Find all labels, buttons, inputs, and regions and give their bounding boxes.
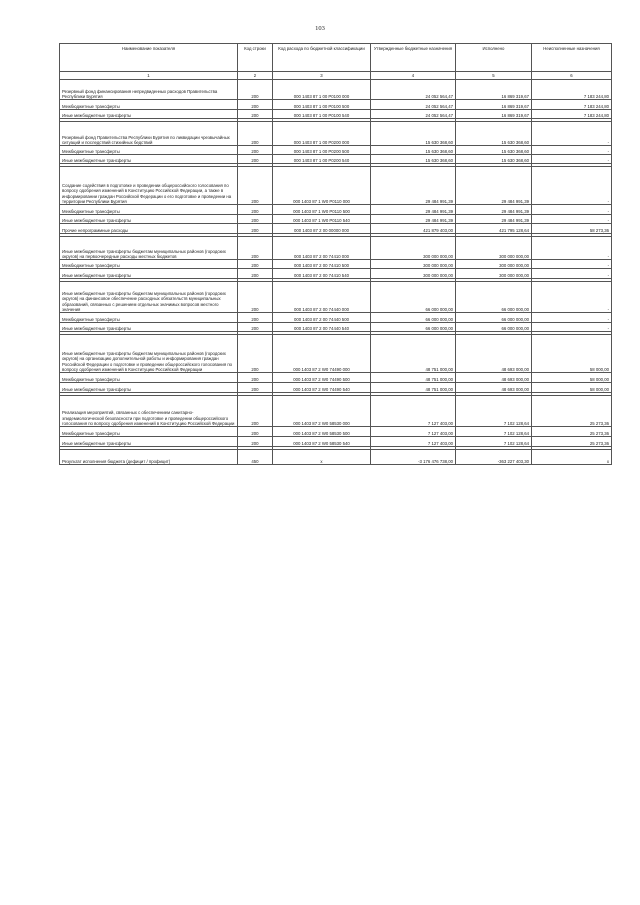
row-approved: 66 000 000,00 bbox=[371, 282, 456, 313]
row-name: Иные межбюджетные трансферты bbox=[60, 215, 238, 224]
table-row bbox=[60, 155, 612, 164]
row-remaining: 58 273,36 bbox=[532, 224, 612, 234]
row-name: Межбюджетные трансферты bbox=[60, 313, 238, 323]
row-name: Иные межбюджетные трансферты bbox=[60, 269, 238, 279]
row-name: Иные межбюджетные трансферты bbox=[60, 323, 238, 332]
header-approved: Утвержденные бюджетные назначения bbox=[371, 44, 456, 72]
col-number: 3 bbox=[273, 72, 371, 80]
col-number: 2 bbox=[238, 72, 273, 80]
row-code: 200 bbox=[238, 80, 273, 100]
row-kbk: 000 1403 87 1 00 Р0100 500 bbox=[273, 100, 371, 110]
table-row bbox=[60, 237, 612, 260]
row-approved: 15 630 368,60 bbox=[371, 122, 456, 146]
row-code: 200 bbox=[238, 100, 273, 110]
row-name: Межбюджетные трансферты bbox=[60, 100, 238, 110]
row-code: 200 bbox=[238, 167, 273, 205]
row-name: Межбюджетные трансферты bbox=[60, 427, 238, 437]
row-executed: 66 000 000,00 bbox=[456, 282, 532, 313]
row-executed: 15 630 368,60 bbox=[456, 155, 532, 164]
row-code: 200 bbox=[238, 335, 273, 373]
row-name: Межбюджетные трансферты bbox=[60, 260, 238, 269]
row-kbk: 000 1403 87 2 00 74440 500 bbox=[273, 313, 371, 323]
row-approved: 66 000 000,00 bbox=[371, 313, 456, 323]
row-kbk: 000 1403 87 1 W0 Р0110 000 bbox=[273, 167, 371, 205]
row-kbk: 000 1403 87 2 W0 58530 540 bbox=[273, 437, 371, 447]
table-row bbox=[60, 215, 612, 224]
row-kbk: 000 1403 87 2 00 74410 500 bbox=[273, 260, 371, 269]
row-remaining: 7 183 244,80 bbox=[532, 80, 612, 100]
row-kbk: 000 1403 87 2 W0 58530 500 bbox=[273, 427, 371, 437]
row-executed: 300 000 000,00 bbox=[456, 269, 532, 279]
row-kbk: 000 1403 87 1 00 Р0200 500 bbox=[273, 146, 371, 155]
row-executed: 16 869 319,67 bbox=[456, 110, 532, 119]
row-approved: 29 484 991,39 bbox=[371, 215, 456, 224]
table-body bbox=[60, 80, 612, 465]
col-number: 4 bbox=[371, 72, 456, 80]
row-name: Иные межбюджетные трансферты бюджетам муниципальных районов (городских округов) на первоочередные расходы местных бюджетов bbox=[60, 237, 238, 260]
table-row bbox=[60, 167, 612, 205]
row-remaining: - bbox=[532, 122, 612, 146]
col-number: 5 bbox=[456, 72, 532, 80]
row-name: Результат исполнения бюджета (дефицит / профицит) bbox=[60, 450, 238, 465]
row-remaining: - bbox=[532, 269, 612, 279]
table-row bbox=[60, 437, 612, 447]
col-number: 6 bbox=[532, 72, 612, 80]
row-approved: -3 176 476 738,00 bbox=[371, 450, 456, 465]
row-name: Иные межбюджетные трансферты bbox=[60, 110, 238, 119]
row-approved: 7 127 403,00 bbox=[371, 427, 456, 437]
row-approved: 7 127 403,00 bbox=[371, 437, 456, 447]
table-row bbox=[60, 146, 612, 155]
row-code: 200 bbox=[238, 437, 273, 447]
row-kbk: 000 1403 87 1 00 Р0100 000 bbox=[273, 80, 371, 100]
column-number-row bbox=[60, 72, 612, 80]
row-approved: 15 630 368,60 bbox=[371, 146, 456, 155]
row-code: 200 bbox=[238, 373, 273, 383]
table-row bbox=[60, 80, 612, 100]
row-name: Резервный фонд финансирования непредвиденных расходов Правительства Республики Бурятия bbox=[60, 80, 238, 100]
row-kbk: 000 1403 87 2 00 74410 540 bbox=[273, 269, 371, 279]
row-code: 200 bbox=[238, 110, 273, 119]
row-approved: 29 484 991,39 bbox=[371, 167, 456, 205]
row-approved: 300 000 000,00 bbox=[371, 269, 456, 279]
row-remaining: - bbox=[532, 313, 612, 323]
row-executed: 16 869 319,67 bbox=[456, 80, 532, 100]
row-approved: 300 000 000,00 bbox=[371, 237, 456, 260]
row-remaining: 25 273,36 bbox=[532, 427, 612, 437]
row-remaining: - bbox=[532, 167, 612, 205]
row-executed: 300 000 000,00 bbox=[456, 237, 532, 260]
row-code: 200 bbox=[238, 383, 273, 393]
row-remaining: 7 183 244,80 bbox=[532, 110, 612, 119]
table-row bbox=[60, 110, 612, 119]
row-remaining: - bbox=[532, 155, 612, 164]
table-row bbox=[60, 260, 612, 269]
row-code: 200 bbox=[238, 237, 273, 260]
row-code: 200 bbox=[238, 323, 273, 332]
row-approved: 48 751 000,00 bbox=[371, 383, 456, 393]
row-executed: 48 693 000,00 bbox=[456, 335, 532, 373]
row-executed: 15 630 368,60 bbox=[456, 122, 532, 146]
row-approved: 421 879 403,00 bbox=[371, 224, 456, 234]
row-kbk: 000 1403 87 1 W0 Р0110 500 bbox=[273, 205, 371, 215]
row-executed: 29 484 991,39 bbox=[456, 215, 532, 224]
table-row bbox=[60, 373, 612, 383]
row-kbk: 000 1403 87 1 00 Р0200 000 bbox=[273, 122, 371, 146]
row-remaining: - bbox=[532, 260, 612, 269]
row-code: 200 bbox=[238, 427, 273, 437]
row-name: Создание содействия в подготовке и проведении общероссийского голосования по вопросу одобрения изменений в Конституцию Российской Федерации, а также в информировании граждан Российской Федерации о его подготовке и проведении на территории Республики Бурятия bbox=[60, 167, 238, 205]
table-row bbox=[60, 282, 612, 313]
col-number: 1 bbox=[60, 72, 238, 80]
table-row bbox=[60, 100, 612, 110]
row-approved: 29 484 991,39 bbox=[371, 205, 456, 215]
row-remaining: - bbox=[532, 205, 612, 215]
row-executed: 66 000 000,00 bbox=[456, 313, 532, 323]
row-remaining: 25 273,36 bbox=[532, 396, 612, 427]
row-approved: 48 751 000,00 bbox=[371, 373, 456, 383]
row-code: 200 bbox=[238, 155, 273, 164]
table-row bbox=[60, 205, 612, 215]
row-executed: 7 102 128,64 bbox=[456, 396, 532, 427]
budget-execution-table bbox=[59, 43, 612, 465]
row-executed: 48 693 000,00 bbox=[456, 373, 532, 383]
row-approved: 24 052 564,47 bbox=[371, 110, 456, 119]
row-executed: 48 693 000,00 bbox=[456, 383, 532, 393]
table-row bbox=[60, 269, 612, 279]
row-remaining: - bbox=[532, 215, 612, 224]
row-code: 200 bbox=[238, 313, 273, 323]
row-executed: 7 102 128,64 bbox=[456, 437, 532, 447]
row-kbk: 000 1403 87 2 W0 74490 000 bbox=[273, 335, 371, 373]
row-code: 200 bbox=[238, 269, 273, 279]
row-kbk: 000 1403 87 2 00 74440 540 bbox=[273, 323, 371, 332]
row-remaining: 7 183 244,80 bbox=[532, 100, 612, 110]
table-row bbox=[60, 427, 612, 437]
header-name: Наименование показателя bbox=[60, 44, 238, 72]
row-kbk: 000 1403 87 2 00 74410 000 bbox=[273, 237, 371, 260]
row-name: Межбюджетные трансферты bbox=[60, 373, 238, 383]
row-approved: 48 751 000,00 bbox=[371, 335, 456, 373]
row-executed: 7 102 128,64 bbox=[456, 427, 532, 437]
row-approved: 66 000 000,00 bbox=[371, 323, 456, 332]
row-code: 200 bbox=[238, 396, 273, 427]
row-kbk: 000 1403 87 2 W0 74490 500 bbox=[273, 373, 371, 383]
row-executed: 16 869 319,67 bbox=[456, 100, 532, 110]
row-approved: 7 127 403,00 bbox=[371, 396, 456, 427]
row-approved: 24 052 564,47 bbox=[371, 80, 456, 100]
row-remaining: - bbox=[532, 323, 612, 332]
row-remaining: 58 000,00 bbox=[532, 373, 612, 383]
row-name: Иные межбюджетные трансферты бюджетам муниципальных районов (городских округов) на финансовое обеспечение расходных обязательств муниципальных образований, связанных с решением отдельных значимых вопросов местного значения bbox=[60, 282, 238, 313]
row-kbk: 000 1403 87 1 W0 Р0110 540 bbox=[273, 215, 371, 224]
table-row bbox=[60, 224, 612, 234]
row-name: Иные межбюджетные трансферты bbox=[60, 155, 238, 164]
row-remaining: 58 000,00 bbox=[532, 383, 612, 393]
row-kbk: 000 1403 87 1 00 Р0100 540 bbox=[273, 110, 371, 119]
row-code: 200 bbox=[238, 122, 273, 146]
row-kbk: 000 1403 87 1 00 Р0200 540 bbox=[273, 155, 371, 164]
row-executed: 29 484 991,39 bbox=[456, 167, 532, 205]
row-name: Межбюджетные трансферты bbox=[60, 205, 238, 215]
row-kbk: 000 1403 87 2 00 00000 000 bbox=[273, 224, 371, 234]
row-executed: 300 000 000,00 bbox=[456, 260, 532, 269]
row-remaining: x bbox=[532, 450, 612, 465]
table-row bbox=[60, 335, 612, 373]
header-code: Код строки bbox=[238, 44, 273, 72]
page-number: 103 bbox=[315, 25, 325, 32]
table-row bbox=[60, 323, 612, 332]
row-approved: 300 000 000,00 bbox=[371, 260, 456, 269]
row-remaining: 25 273,36 bbox=[532, 437, 612, 447]
row-remaining: - bbox=[532, 282, 612, 313]
row-name: Иные межбюджетные трансферты bbox=[60, 437, 238, 447]
table-row bbox=[60, 122, 612, 146]
row-code: 200 bbox=[238, 224, 273, 234]
row-approved: 15 630 368,60 bbox=[371, 155, 456, 164]
row-name: Иные межбюджетные трансферты bbox=[60, 383, 238, 393]
row-name: Иные межбюджетные трансферты бюджетам муниципальных районов (городских округов) на организацию дополнительной работы и информирования граждан Российской Федерации о подготовке и проведении общероссийского голосования по вопросу одобрения изменений в Конституцию Российской Федерации bbox=[60, 335, 238, 373]
row-remaining: - bbox=[532, 237, 612, 260]
header-remaining: Неисполненные назначения bbox=[532, 44, 612, 72]
row-code: 200 bbox=[238, 260, 273, 269]
row-remaining: - bbox=[532, 146, 612, 155]
table-row bbox=[60, 383, 612, 393]
row-executed: 29 484 991,39 bbox=[456, 205, 532, 215]
row-code: 450 bbox=[238, 450, 273, 465]
row-code: 200 bbox=[238, 282, 273, 313]
row-kbk: x bbox=[273, 450, 371, 465]
row-name: Межбюджетные трансферты bbox=[60, 146, 238, 155]
row-executed: 421 795 128,64 bbox=[456, 224, 532, 234]
row-code: 200 bbox=[238, 205, 273, 215]
table-row bbox=[60, 313, 612, 323]
row-remaining: 58 000,00 bbox=[532, 335, 612, 373]
row-kbk: 000 1403 87 2 W0 58530 000 bbox=[273, 396, 371, 427]
header-kbk: Код расхода по бюджетной классификации bbox=[273, 44, 371, 72]
table-row bbox=[60, 450, 612, 465]
row-name: Реализация мероприятий, связанных с обеспечением санитарно-эпидемиологической безопасности при подготовке и проведении общероссийского голосования по вопросу одобрения изменений в Конституцию Российской Федерации bbox=[60, 396, 238, 427]
row-executed: 15 630 368,60 bbox=[456, 146, 532, 155]
row-approved: 24 052 564,47 bbox=[371, 100, 456, 110]
table-row bbox=[60, 396, 612, 427]
row-executed: 66 000 000,00 bbox=[456, 323, 532, 332]
row-kbk: 000 1403 87 2 00 74440 000 bbox=[273, 282, 371, 313]
row-name: Прочие непрограммные расходы bbox=[60, 224, 238, 234]
table-header-row bbox=[60, 44, 612, 72]
row-executed: -363 227 403,30 bbox=[456, 450, 532, 465]
row-code: 200 bbox=[238, 215, 273, 224]
header-executed: Исполнено bbox=[456, 44, 532, 72]
row-name: Резервный фонд Правительства Республики Бурятия по ликвидации чрезвычайных ситуаций и последствий стихийных бедствий bbox=[60, 122, 238, 146]
row-code: 200 bbox=[238, 146, 273, 155]
row-kbk: 000 1403 87 2 W0 74490 540 bbox=[273, 383, 371, 393]
